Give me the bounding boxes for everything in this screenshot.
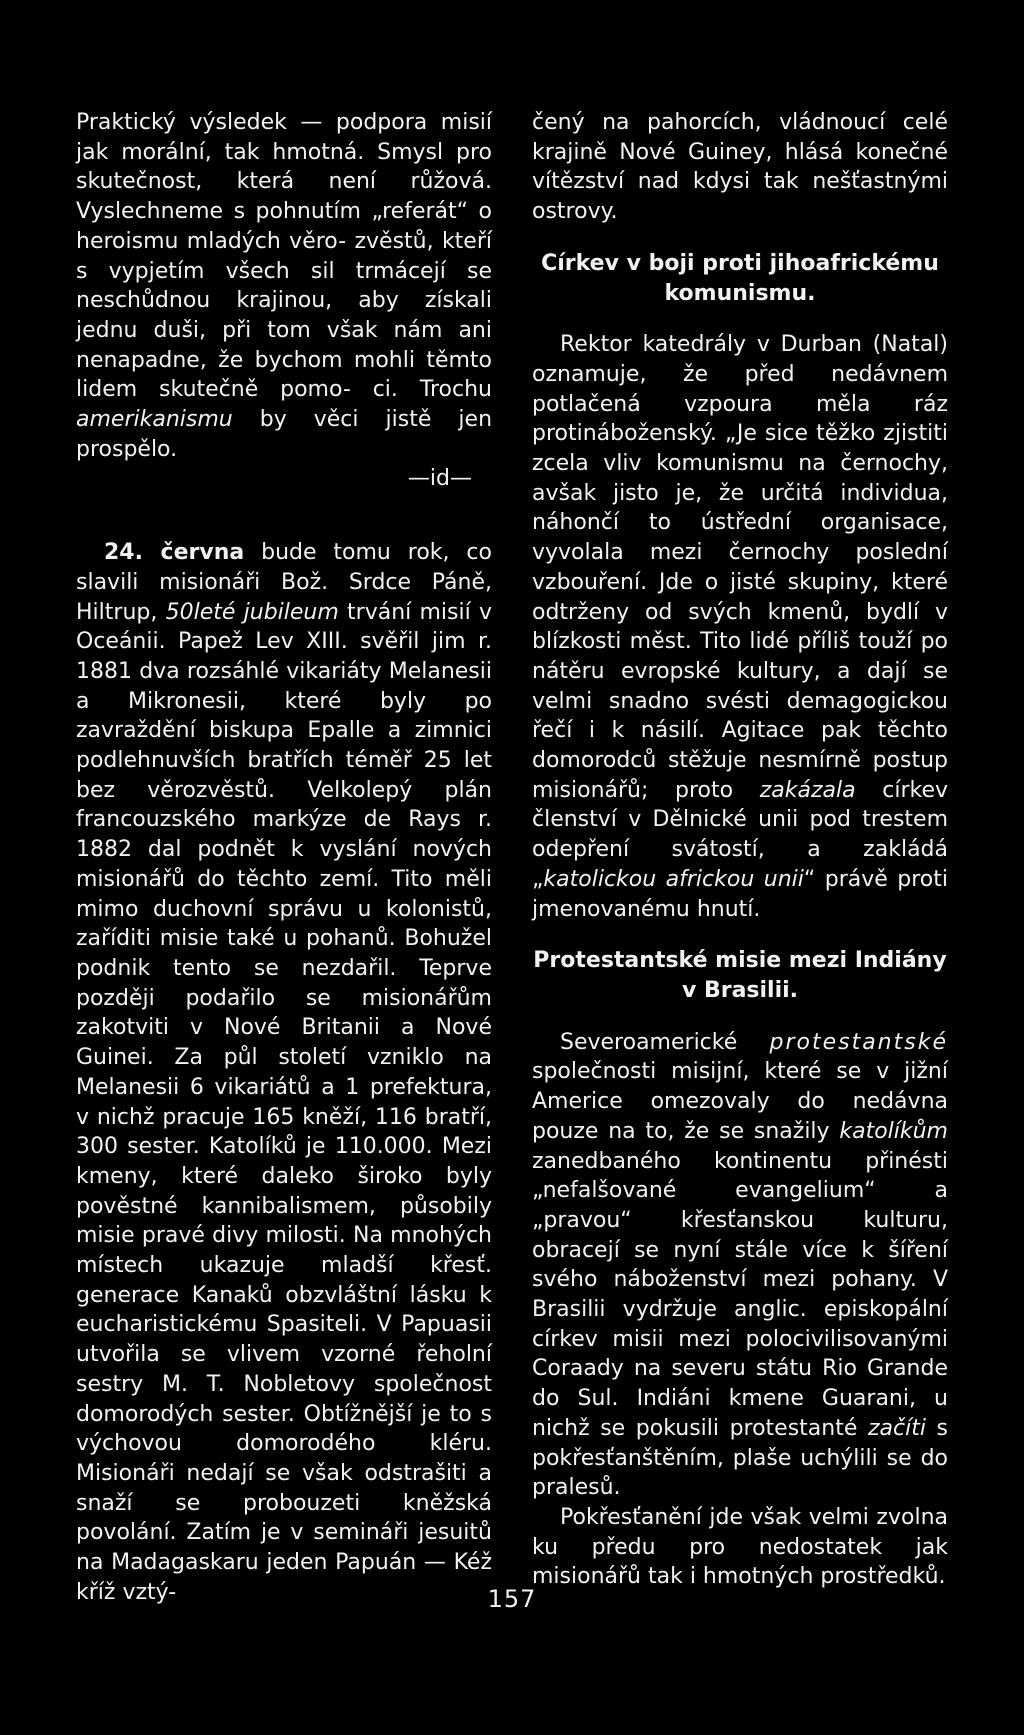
text-fragment: církev členství v Dělnické unii pod trestem odepření svátostí, a zakládá „ [532,777,948,892]
text-line: trmácejí se neschůdnou krajinou, [76,258,492,314]
text-line: misií jak morální, tak hmotná. [76,110,493,165]
italic-term: katolíkům [839,1118,948,1144]
text-line: ci. Trochu [372,377,492,403]
text-line: Smysl pro skutečnost, která není [76,139,492,195]
italic-term: 50leté jubileum [165,599,339,625]
spacer [532,227,948,249]
text-line: Praktický výsledek — podpora [76,110,428,135]
italic-term: začíti [867,1415,926,1441]
durban-paragraph [532,330,948,924]
left-column [76,108,492,1607]
spacer [76,494,492,538]
author-signature: —id— [407,466,472,492]
italic-term: katolickou africkou unii [543,866,804,892]
continuation-paragraph: čený na pahorcích, vládnoucí celé krajině Nové Guiney, hlásá konečné vítězství nad kdysi tak nešťastnými ostrovy. [532,110,948,225]
page-number: 157 [487,1585,537,1613]
text-fragment: bude tomu rok, co slavili misionáři Bož. Srdce Páně, Hiltrup, [76,540,492,625]
text-fragment: Severoamerické [560,1029,770,1055]
text-fragment: trvání misií v Oceánii. Papež Lev XIII. svěřil jim r. 1881 dva rozsáhlé vikariáty Melanesii a Mikronesii, které byly po zavraždění biskupa Epalle a zimnici podlehnuvších bratřích téměř 25 let bez věrozvěstů. Velkolepý plán francouzského markýze de Rays r. 1882 dal podnět k vyslání nových misionářů do těchto zemí. Tito měli mimo duchovní správu u kolonistů, zaříditi misie také u pohanů. Bohužel podnik tento se nezdařil. Teprve později podařilo se misionářům zakotviti v Nové Britanii a Nové Guinei. Za půl století vzniklo na Melanesii 6 vikariátů a 1 prefektura, v nichž pracuje 165 kněží, 116 bratří, 300 sester. Katolíků je 110.000. Mezi kmeny, které daleko široko byly pověstné kannibalismem, působily misie pravé divy milosti. Na mnohých místech ukazuje mladší křesť. generace Kanaků obzvláštní lásku k eucharistickému Spasiteli. V Papuasii utvořila se vlivem vzorné řeholní sestry M. T. Nobletovy společnost domorodých sester. Obtížnější je to s výchovou domorodého kléru. Misionáři nedají se však odstrašiti a snaží se probouzeti kněžská povolání. Zatím je v semináři jesuitů na Madagaskaru jeden Papuán — Kéž kříž vztý- [76,599,492,1605]
section-heading: Církev v boji proti jihoafrickému komunismu. [541,250,939,306]
text-line: jistě jen prospělo. [76,407,493,462]
text-line: zvěstů, kteří s vypjetím všech sil [76,228,492,284]
closing-paragraph: Pokřesťanění jde však velmi zvolna ku předu pro nedostatek jak misionářů tak i hmotných prostředků. [532,1504,948,1590]
date-lead: 24. června [104,540,245,566]
text-line: mohli těmto lidem skutečně pomo- [76,347,492,403]
text-fragment: “ právě proti jmenovanému hnutí. [532,866,948,922]
text-fragment: Rektor katedrály v Durban (Natal) oznamuje, že před nedávnem potlačená vzpoura měla ráz protináboženský. „Je sice těžko zjistiti zcela vliv komunismu na černochy, avšak jisto je, že určitá individua, náhončí to ústřední organisace, vyvolala mezi černochy poslední vzbouření. Jde o jisté skupiny, které odtrženy od svých kmenů, bydlí v blízkosti měst. Tito lidé příliš touží po nátěru evropské kultury, a dají se velmi snadno svésti demagogickou řečí i k násilí. Agitace pak těchto domorodců stěžuje nesmírně postup misionářů; proto [532,332,948,803]
text-fragment: by věci [232,407,359,433]
brasil-paragraph [532,1028,948,1503]
italic-term: zakázala [759,777,856,803]
text-line: „referát“ o heroismu mladých věro- [76,199,492,254]
right-column [532,108,948,1592]
text-fragment: společnosti misijní, které se v jižní Americe omezovaly do nedávna pouze na to, že se snažily [532,1059,948,1144]
text-line: růžová. Vyslechneme s pohnutím [76,169,492,225]
spacer [532,308,948,330]
text-line: aby získali jednu duši, při tom však [76,288,493,343]
intro-paragraph [76,108,492,464]
text-line: nám ani nenapadne, že bychom [76,317,492,373]
spacer [532,1006,948,1028]
jubilee-paragraph [76,538,492,1607]
text-fragment: s pokřesťanštěním, plaše uchýlili se do pralesů. [532,1415,948,1501]
spacer [532,924,948,946]
spaced-term: protestantské [769,1029,948,1055]
text-fragment: zanedbaného kontinentu přinésti „nefalšované evangelium“ a „pravou“ křesťanskou kulturu, obracejí se nyní stále více k šíření svého náboženství mezi pohany. V Brasilii vydržuje anglic. episkopální církev misii mezi polocivilisovanými Coraady na severu státu Rio Grande do Sul. Indiáni kmene Guarani, u nichž se pokusili protestanté [532,1148,948,1441]
italic-term: amerikanismu [76,407,233,433]
section-heading: Protestantské misie mezi Indiány v Brasilii. [533,948,947,1003]
